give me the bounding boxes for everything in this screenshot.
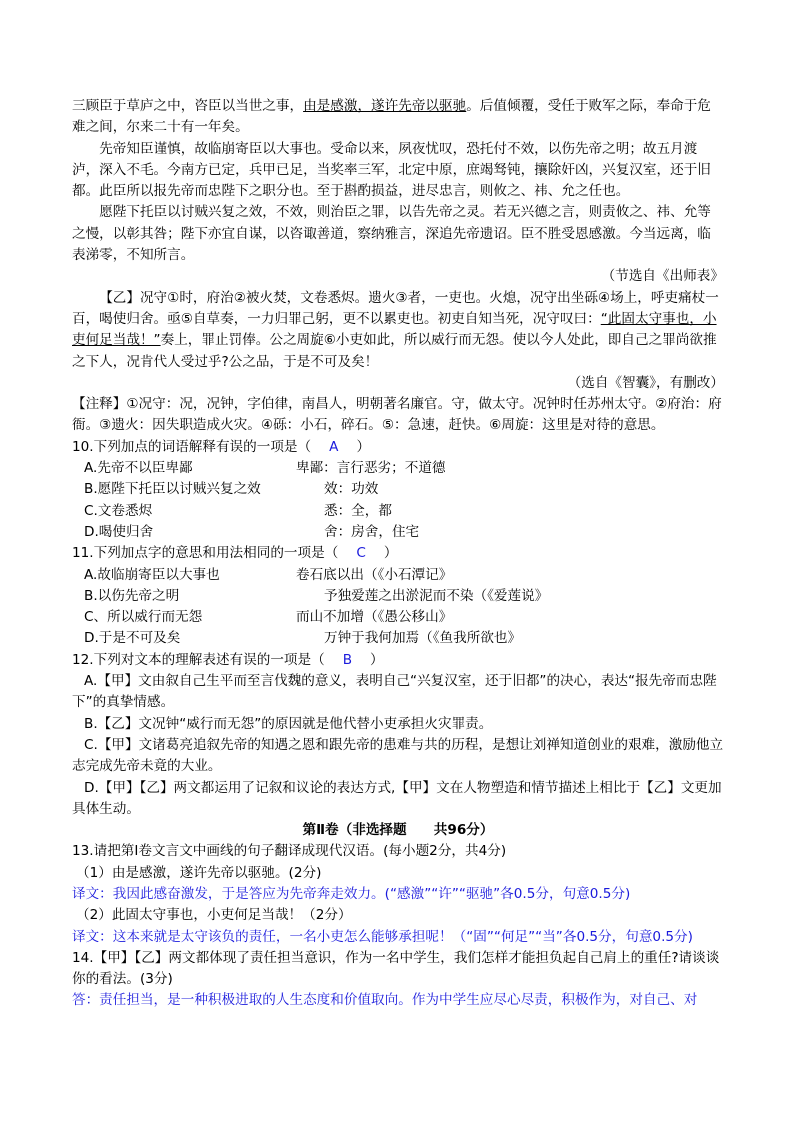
jia-paragraph-3: 愿陛下托臣以讨贼兴复之效，不效，则治臣之罪，以告先帝之灵。若无兴德之言，则责攸之、祎、允等之慢，以彰其咎；陛下亦宜自谋，以咨诹善道，察纳雅言，深追先帝遗诏。臣不胜受恩感激。今当远离，临表涕零，不知所言。: [72, 204, 711, 264]
stem: 12.下列对文本的理解表述有误的一项是（: [72, 651, 325, 668]
q12-stem: [72, 650, 724, 671]
jia-paragraph-1: [72, 96, 724, 139]
option-text: D.于是不可及矣: [84, 630, 181, 647]
text: 。后值倾覆，受任于败军之际，奉命于危难之间，尔来二十有一年矣。: [72, 98, 711, 136]
q13-answer-2: 译文：这本来就是太守该负的责任，一名小吏怎么能够承担呢！（“固”“何足”“当”各0.5分，句意0.5分): [72, 928, 693, 945]
option-text: B.愿陛下托臣以讨贼兴复之效: [84, 481, 261, 498]
q13-sub-1: （1）由是感激，遂许先帝以驱驰。(2分): [76, 864, 322, 881]
option-text: B.以伤先帝之明: [84, 587, 180, 604]
q10-answer: A: [329, 438, 339, 455]
stem: ）: [370, 651, 384, 668]
notes: 【注释】①况守：况，况钟，字伯律，南昌人，明朝著名廉官。守，做太守。况钟时任苏州太守。②府治：府衙。③遗火：因失职造成火灾。④砾：小石，碎石。⑤：急速，赶快。⑥周旋：这里是对待的意思。: [72, 396, 722, 434]
q12-option-a: A.【甲】文由叙自己生平而至言伐魏的意义，表明自己“兴复汉室，还于旧都”的决心，表达“报先帝而忠陛下”的真挚情感。: [72, 673, 717, 711]
q10-option-b: [72, 479, 724, 500]
q10-stem: [72, 437, 724, 458]
text: 【乙】况守①时，府治②被火焚，文卷悉烬。遗火③者，一吏也。火熄，况守出坐砾④场上，呼吏痛杖一百，喝使归舍。亟⑤自草奏，一力归罪己躬，更不以累吏也。初吏自知当死，况守叹曰：: [72, 289, 719, 327]
option-explanation: 卑鄙：言行恶劣；不道德: [296, 460, 446, 477]
option-text: C.文卷悉烬: [84, 502, 153, 519]
q11-option-c: [72, 607, 724, 628]
q12-option-b: B.【乙】文况钟“威行而无怨”的原因就是他代替小吏承担火灾罪责。: [84, 715, 493, 732]
jia-source: （节选自《出师表》: [601, 268, 724, 285]
document-content: [72, 96, 724, 1012]
q11-option-a: [72, 565, 724, 586]
option-example: 万钟于我何加焉（《鱼我所欲也》: [324, 630, 522, 647]
q13-stem: 13.请把第Ⅰ卷文言文中画线的句子翻译成现代汉语。(每小题2分，共4分): [72, 843, 507, 860]
underlined-sentence: 由是感激，遂许先帝以驱驰: [303, 98, 467, 114]
option-text: C、所以威行而无怨: [84, 609, 203, 626]
q11-answer: C: [356, 545, 366, 562]
jia-paragraph-2: 先帝知臣谨慎，故临崩寄臣以大事也。受命以来，夙夜忧叹，恐托付不效，以伤先帝之明；故五月渡泸，深入不毛。今南方已定，兵甲已足，当奖率三军，北定中原，庶竭驽钝，攘除奸凶，兴复汉室，还于旧都。此臣所以报先帝而忠陛下之职分也。至于斟酌损益，进尽忠言，则攸之、祎、允之任也。: [72, 140, 711, 200]
stem: ）: [383, 545, 398, 562]
q13-sub-2: （2）此固太守事也，小吏何足当哉！（2分）: [76, 907, 352, 924]
option-example: 予独爱莲之出淤泥而不染（《爱莲说》: [324, 587, 549, 604]
q12-option-d: D.【甲】【乙】两文都运用了记叙和议论的表达方式,【甲】文在人物塑造和情节描述上相比于【乙】文更加具体生动。: [72, 779, 722, 817]
q14-stem: 14.【甲】【乙】两文都体现了责任担当意识，作为一名中学生，我们怎样才能担负起自己肩上的重任?请谈谈你的看法。(3分): [72, 949, 720, 988]
q10-option-d: [72, 522, 724, 543]
q11-stem: [72, 543, 724, 564]
q11-option-d: [72, 628, 724, 649]
text: 三顾臣于草庐之中，咨臣以当世之事，: [72, 98, 304, 114]
section-2-title: 第Ⅱ卷（非选择题 共96分）: [302, 822, 494, 839]
q11-option-b: [72, 586, 724, 607]
stem: 10.下列加点的词语解释有误的一项是（: [72, 438, 312, 455]
q12-answer: B: [342, 651, 353, 668]
option-text: D.喝使归舍: [84, 523, 154, 540]
option-text: A.故临崩寄臣以大事也: [84, 566, 220, 583]
q10-option-a: [72, 458, 724, 479]
stem: 11.下列加点字的意思和用法相同的一项是（: [72, 545, 339, 562]
option-text: A.先帝不以臣卑鄙: [84, 460, 193, 477]
stem: ）: [356, 438, 371, 455]
q13-answer-1: 译文：我因此感奋激发，于是答应为先帝奔走效力。(“感激”“许”“驱驰”各0.5分，句意0.5分): [72, 885, 631, 902]
q10-option-c: [72, 501, 724, 522]
yi-paragraph: [72, 288, 724, 373]
option-explanation: 舍：房舍，住宅: [324, 523, 420, 540]
option-explanation: 效：功效: [324, 481, 379, 498]
option-example: 卷石底以出（《小石潭记》: [296, 566, 453, 583]
option-example: 而山不加增（《愚公移山》: [296, 609, 453, 626]
text: 奏上，罪止罚俸。公之周旋⑥小吏如此，所以威行而无怨。使以今人处此，即自己之罪尚欲推之下人，况肯代人受过乎?公之品，于是不可及矣！: [72, 332, 717, 370]
yi-source: （选自《智囊》，有删改）: [567, 374, 724, 391]
q12-option-c: C.【甲】文诸葛亮追叙先帝的知遇之恩和跟先帝的患难与共的历程，是想让刘禅知道创业的艰难，激励他立志完成先帝未竟的大业。: [72, 736, 724, 775]
option-explanation: 悉：全，都: [324, 502, 392, 519]
underlined-sentence: “此固太守事也，小吏何足当哉！”: [72, 310, 717, 349]
q14-answer: 答：责任担当，是一种积极进取的人生态度和价值取向。作为中学生应尽心尽责，积极作为，对自己、对: [72, 992, 698, 1009]
